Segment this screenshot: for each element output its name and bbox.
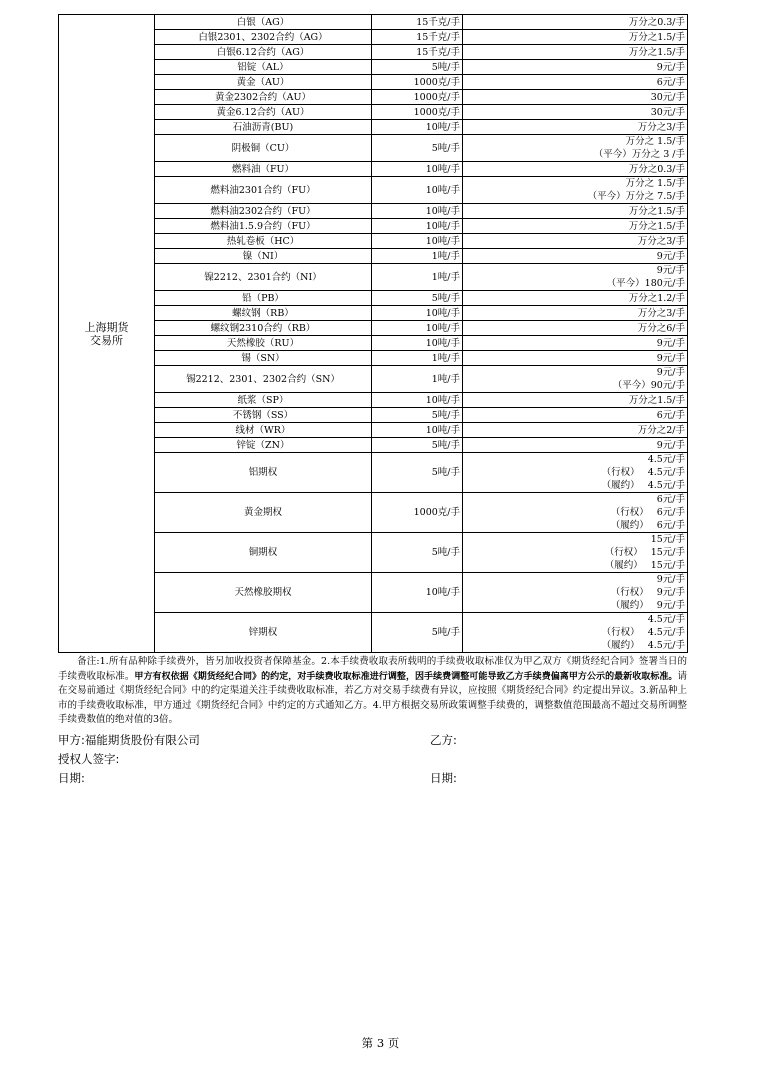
remarks-bold-text: 甲方有权依据《期货经纪合同》的约定，对手续费收取标准进行调整，因手续费调整可能导致乙方手续费偏离甲方公示的最新收取标准。	[134, 671, 678, 682]
unit-cell: 15千克/手	[372, 30, 463, 45]
fee-cell	[463, 423, 688, 438]
fee-line-value: （平今）万分之 3 /手	[593, 149, 685, 160]
product-cell: 黄金（AU）	[155, 75, 372, 90]
fee-line-value: 9元/手	[656, 574, 685, 585]
fee-line	[465, 519, 685, 532]
fee-cell	[463, 573, 688, 613]
unit-cell: 10吨/手	[372, 177, 463, 204]
fee-line-value: 30元/手	[650, 91, 685, 103]
fee-line-value: 4.5元/手	[647, 640, 685, 651]
fee-line	[465, 453, 685, 466]
fee-cell	[463, 45, 688, 60]
fee-line	[465, 277, 685, 290]
fee-line	[465, 163, 685, 176]
fee-line	[465, 599, 685, 612]
unit-cell: 5吨/手	[372, 135, 463, 162]
fee-line-value: 万分之1.2/手	[628, 292, 685, 304]
party-b-label: 乙方:	[430, 733, 457, 747]
unit-cell: 10吨/手	[372, 423, 463, 438]
exchange-name-line2: 交易所	[90, 333, 123, 347]
fee-line	[465, 307, 685, 320]
fee-cell	[463, 408, 688, 423]
product-cell: 铝期权	[155, 453, 372, 493]
fee-line-value: 4.5元/手	[647, 614, 685, 625]
unit-cell: 10吨/手	[372, 573, 463, 613]
fee-line-value: 6元/手	[656, 76, 685, 88]
table-row	[59, 15, 688, 30]
fee-cell	[463, 438, 688, 453]
fee-line	[465, 466, 685, 479]
product-cell: 线材（WR）	[155, 423, 372, 438]
fee-line-value: 万分之3/手	[637, 235, 685, 247]
product-cell: 铝锭（AL）	[155, 60, 372, 75]
unit-cell: 15千克/手	[372, 15, 463, 30]
product-cell: 螺纹钢（RB）	[155, 306, 372, 321]
product-cell: 镍2212、2301合约（NI）	[155, 264, 372, 291]
fee-cell	[463, 613, 688, 653]
fee-line-prefix: （行权）	[601, 467, 640, 478]
fee-line-value: 9元/手	[656, 337, 685, 349]
product-cell: 铜期权	[155, 533, 372, 573]
product-cell: 不锈钢（SS）	[155, 408, 372, 423]
product-cell: 白银（AG）	[155, 15, 372, 30]
fee-line-prefix: （履约）	[601, 480, 640, 491]
fee-line-value: 9元/手	[656, 265, 685, 276]
fee-line-prefix: （行权）	[610, 507, 649, 518]
fee-line-value: 万分之6/手	[637, 322, 685, 334]
unit-cell: 10吨/手	[372, 306, 463, 321]
fee-line	[465, 573, 685, 586]
product-cell: 纸浆（SP）	[155, 393, 372, 408]
fee-cell	[463, 493, 688, 533]
fee-line-value: 万分之0.3/手	[628, 16, 685, 28]
fee-line	[465, 366, 685, 379]
fee-line-value: 9元/手	[656, 352, 685, 364]
product-cell: 热轧卷板（HC）	[155, 234, 372, 249]
fee-line	[465, 220, 685, 233]
product-cell: 阴极铜（CU）	[155, 135, 372, 162]
fee-line-value: 4.5元/手	[647, 454, 685, 465]
fee-line-value: 万分之0.3/手	[628, 163, 685, 175]
fee-line	[465, 394, 685, 407]
fee-line-value: 万分之1.5/手	[628, 394, 685, 406]
fee-line-value: 万分之 1.5/手	[625, 136, 685, 147]
fee-line-value: 4.5元/手	[647, 480, 685, 491]
fee-line	[465, 250, 685, 263]
fee-line-prefix: （履约）	[601, 640, 640, 651]
fee-line-value: 万分之1.5/手	[628, 46, 685, 58]
unit-cell: 5吨/手	[372, 613, 463, 653]
remarks-text-2: 请在交易前通过《期货经纪合同》中的约定渠道关注手续费收取标准，若乙方对交易手续费有异议，应按照《期货经纪合同》约定提出异议。3.新品种上市的手续费收取标准，甲方通过《期货经纪合同》中约定的方式通知乙方。4.甲方根据交易所政策调整手续费的，调整数值范围最高不超过交易所调整手续费数值的绝对值的3倍。	[58, 670, 687, 725]
product-cell: 镍（NI）	[155, 249, 372, 264]
product-cell: 白银2301、2302合约（AG）	[155, 30, 372, 45]
fee-line	[465, 292, 685, 305]
unit-cell: 1吨/手	[372, 264, 463, 291]
fee-line	[465, 409, 685, 422]
date-b-label: 日期:	[430, 771, 457, 785]
product-cell: 燃料油1.5.9合约（FU）	[155, 219, 372, 234]
product-cell: 燃料油2302合约（FU）	[155, 204, 372, 219]
unit-cell: 1000克/手	[372, 105, 463, 120]
fee-line	[465, 205, 685, 218]
unit-cell: 1吨/手	[372, 366, 463, 393]
product-cell: 锌锭（ZN）	[155, 438, 372, 453]
fee-line-value: 15元/手	[650, 534, 685, 545]
unit-cell: 5吨/手	[372, 408, 463, 423]
date-a-label: 日期:	[58, 771, 85, 785]
fee-line-value: 6元/手	[656, 507, 685, 518]
fee-line	[465, 337, 685, 350]
fee-cell	[463, 234, 688, 249]
unit-cell: 1000克/手	[372, 90, 463, 105]
fee-line-value: 9元/手	[656, 367, 685, 378]
fee-line-value: 9元/手	[656, 250, 685, 262]
fee-line-prefix: （履约）	[604, 560, 643, 571]
fee-cell	[463, 90, 688, 105]
fee-cell	[463, 291, 688, 306]
fee-line-prefix: （履约）	[610, 520, 649, 531]
fee-line-prefix: （行权）	[601, 627, 640, 638]
unit-cell: 5吨/手	[372, 291, 463, 306]
fee-line-value: 6元/手	[656, 520, 685, 531]
fee-line-value: 6元/手	[656, 494, 685, 505]
fee-line-value: 万分之1.5/手	[628, 31, 685, 43]
fee-line	[465, 533, 685, 546]
fee-line-value: 9元/手	[656, 61, 685, 73]
authorized-signature-label: 授权人签字:	[58, 752, 120, 766]
page-number: 第 3 页	[361, 1036, 400, 1050]
fee-line-value: 9元/手	[656, 600, 685, 611]
unit-cell: 5吨/手	[372, 438, 463, 453]
fee-line-value: 万分之2/手	[637, 424, 685, 436]
fee-line	[465, 46, 685, 59]
remarks	[58, 655, 687, 728]
fee-line	[465, 121, 685, 134]
fee-cell	[463, 306, 688, 321]
fee-cell	[463, 162, 688, 177]
fee-line-value: 万分之3/手	[637, 121, 685, 133]
fee-line	[465, 106, 685, 119]
fee-line	[465, 148, 685, 161]
fee-cell	[463, 177, 688, 204]
unit-cell: 10吨/手	[372, 336, 463, 351]
fee-line-value: （平今）90元/手	[612, 380, 685, 391]
product-cell: 锡（SN）	[155, 351, 372, 366]
fee-line	[465, 235, 685, 248]
product-cell: 黄金期权	[155, 493, 372, 533]
fee-cell	[463, 135, 688, 162]
fee-cell	[463, 351, 688, 366]
unit-cell: 10吨/手	[372, 234, 463, 249]
unit-cell: 5吨/手	[372, 453, 463, 493]
product-cell: 铅（PB）	[155, 291, 372, 306]
fee-line	[465, 559, 685, 572]
fee-line-value: 万分之1.5/手	[628, 205, 685, 217]
exchange-name-cell	[59, 15, 155, 653]
unit-cell: 5吨/手	[372, 60, 463, 75]
fee-cell	[463, 120, 688, 135]
fee-line-value: 30元/手	[650, 106, 685, 118]
unit-cell: 10吨/手	[372, 204, 463, 219]
fee-line-prefix: （履约）	[610, 600, 649, 611]
product-cell: 黄金2302合约（AU）	[155, 90, 372, 105]
fee-line-value: 6元/手	[656, 409, 685, 421]
fee-table	[58, 14, 688, 653]
remarks-text: 备注:1.所有品种除手续费外，皆另加收投资者保障基金。2.本手续费收取表所载明的手续费收取标准仅为甲乙双方《期货经纪合同》签署当日的手续费收取标准。	[58, 656, 687, 682]
fee-line-prefix: （行权）	[610, 587, 649, 598]
fee-line	[465, 506, 685, 519]
fee-line	[465, 352, 685, 365]
fee-line	[465, 546, 685, 559]
fee-line-value: 15元/手	[650, 560, 685, 571]
product-cell: 白银6.12合约（AG）	[155, 45, 372, 60]
fee-cell	[463, 321, 688, 336]
unit-cell: 10吨/手	[372, 162, 463, 177]
fee-line-value: 9元/手	[656, 587, 685, 598]
fee-line	[465, 379, 685, 392]
fee-cell	[463, 366, 688, 393]
product-cell: 黄金6.12合约（AU）	[155, 105, 372, 120]
unit-cell: 10吨/手	[372, 219, 463, 234]
fee-line	[465, 177, 685, 190]
fee-line	[465, 61, 685, 74]
product-cell: 燃料油（FU）	[155, 162, 372, 177]
fee-line	[465, 135, 685, 148]
fee-line-value: 万分之1.5/手	[628, 220, 685, 232]
fee-cell	[463, 30, 688, 45]
unit-cell: 10吨/手	[372, 120, 463, 135]
product-cell: 螺纹钢2310合约（RB）	[155, 321, 372, 336]
fee-cell	[463, 204, 688, 219]
fee-cell	[463, 249, 688, 264]
fee-line	[465, 31, 685, 44]
fee-line-value: 万分之3/手	[637, 307, 685, 319]
product-cell: 天然橡胶（RU）	[155, 336, 372, 351]
product-cell: 锡2212、2301、2302合约（SN）	[155, 366, 372, 393]
fee-cell	[463, 264, 688, 291]
fee-cell	[463, 219, 688, 234]
fee-line	[465, 190, 685, 203]
product-cell: 石油沥青(BU)	[155, 120, 372, 135]
fee-line	[465, 439, 685, 452]
unit-cell: 10吨/手	[372, 393, 463, 408]
unit-cell: 1吨/手	[372, 351, 463, 366]
fee-line	[465, 264, 685, 277]
fee-line	[465, 613, 685, 626]
fee-cell	[463, 75, 688, 90]
fee-line	[465, 424, 685, 437]
fee-cell	[463, 336, 688, 351]
fee-cell	[463, 533, 688, 573]
fee-line	[465, 626, 685, 639]
fee-line-value: 4.5元/手	[647, 627, 685, 638]
party-a-label: 甲方:福能期货股份有限公司	[58, 733, 200, 747]
unit-cell: 1吨/手	[372, 249, 463, 264]
fee-cell	[463, 105, 688, 120]
exchange-name-line1: 上海期货	[84, 320, 129, 334]
unit-cell: 10吨/手	[372, 321, 463, 336]
fee-cell	[463, 453, 688, 493]
unit-cell: 1000克/手	[372, 75, 463, 90]
fee-line	[465, 493, 685, 506]
fee-line-value: 9元/手	[656, 439, 685, 451]
fee-line	[465, 16, 685, 29]
product-cell: 燃料油2301合约（FU）	[155, 177, 372, 204]
fee-line	[465, 639, 685, 652]
fee-line-prefix: （行权）	[604, 547, 643, 558]
fee-line	[465, 91, 685, 104]
fee-line	[465, 586, 685, 599]
unit-cell: 1000克/手	[372, 493, 463, 533]
fee-line	[465, 479, 685, 492]
product-cell: 天然橡胶期权	[155, 573, 372, 613]
fee-line-value: 15元/手	[650, 547, 685, 558]
fee-cell	[463, 393, 688, 408]
fee-cell	[463, 60, 688, 75]
fee-cell	[463, 15, 688, 30]
unit-cell: 15千克/手	[372, 45, 463, 60]
fee-line-value: （平今）万分之 7.5/手	[587, 191, 685, 202]
fee-line-value: 4.5元/手	[647, 467, 685, 478]
fee-line	[465, 322, 685, 335]
product-cell: 锌期权	[155, 613, 372, 653]
unit-cell: 5吨/手	[372, 533, 463, 573]
fee-line	[465, 76, 685, 89]
fee-line-value: 万分之 1.5/手	[625, 178, 685, 189]
fee-line-value: （平今）180元/手	[606, 278, 685, 289]
